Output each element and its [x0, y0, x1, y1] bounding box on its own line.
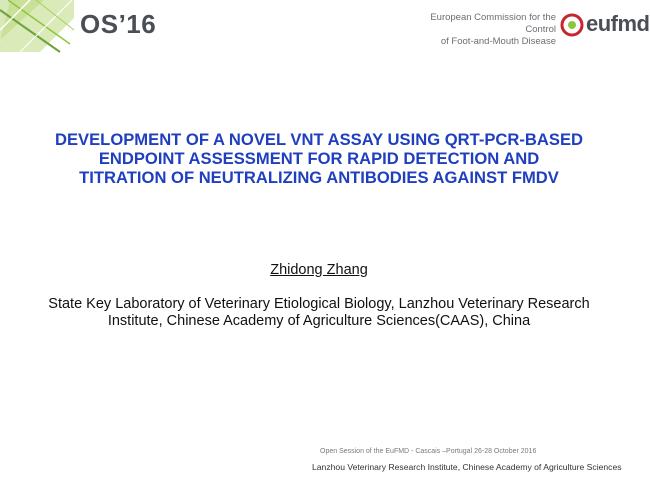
commission-line-2: of Foot-and-Mouth Disease	[440, 36, 556, 47]
slide-header	[0, 0, 650, 52]
footer-session-info: Open Session of the EuFMD - Cascais –Portugal 26-28 October 2016	[320, 448, 537, 455]
author-name: Zhidong Zhang	[270, 262, 368, 278]
slide-title: DEVELOPMENT OF A NOVEL VNT ASSAY USING QRT-PCR-BASED ENDPOINT ASSESSMENT FOR RAPID DETECTION AND TITRATION OF NEUTRALIZING ANTIBODIES AGAINST FMDV	[55, 130, 583, 187]
footer-institute: Lanzhou Veterinary Research Institute, Chinese Academy of Agriculture Sciences	[312, 462, 622, 472]
org-logo-text: eufmd	[586, 11, 650, 36]
commission-name	[402, 12, 556, 48]
author-affiliation: State Key Laboratory of Veterinary Etiological Biology, Lanzhou Veterinary Research Institute, Chinese Academy of Agriculture Sciences(CAAS), China	[48, 296, 590, 329]
decorative-leaf-graphic	[0, 0, 74, 52]
commission-line-1: European Commission for the Control	[430, 12, 556, 35]
conference-logo: OS’16	[80, 9, 157, 39]
